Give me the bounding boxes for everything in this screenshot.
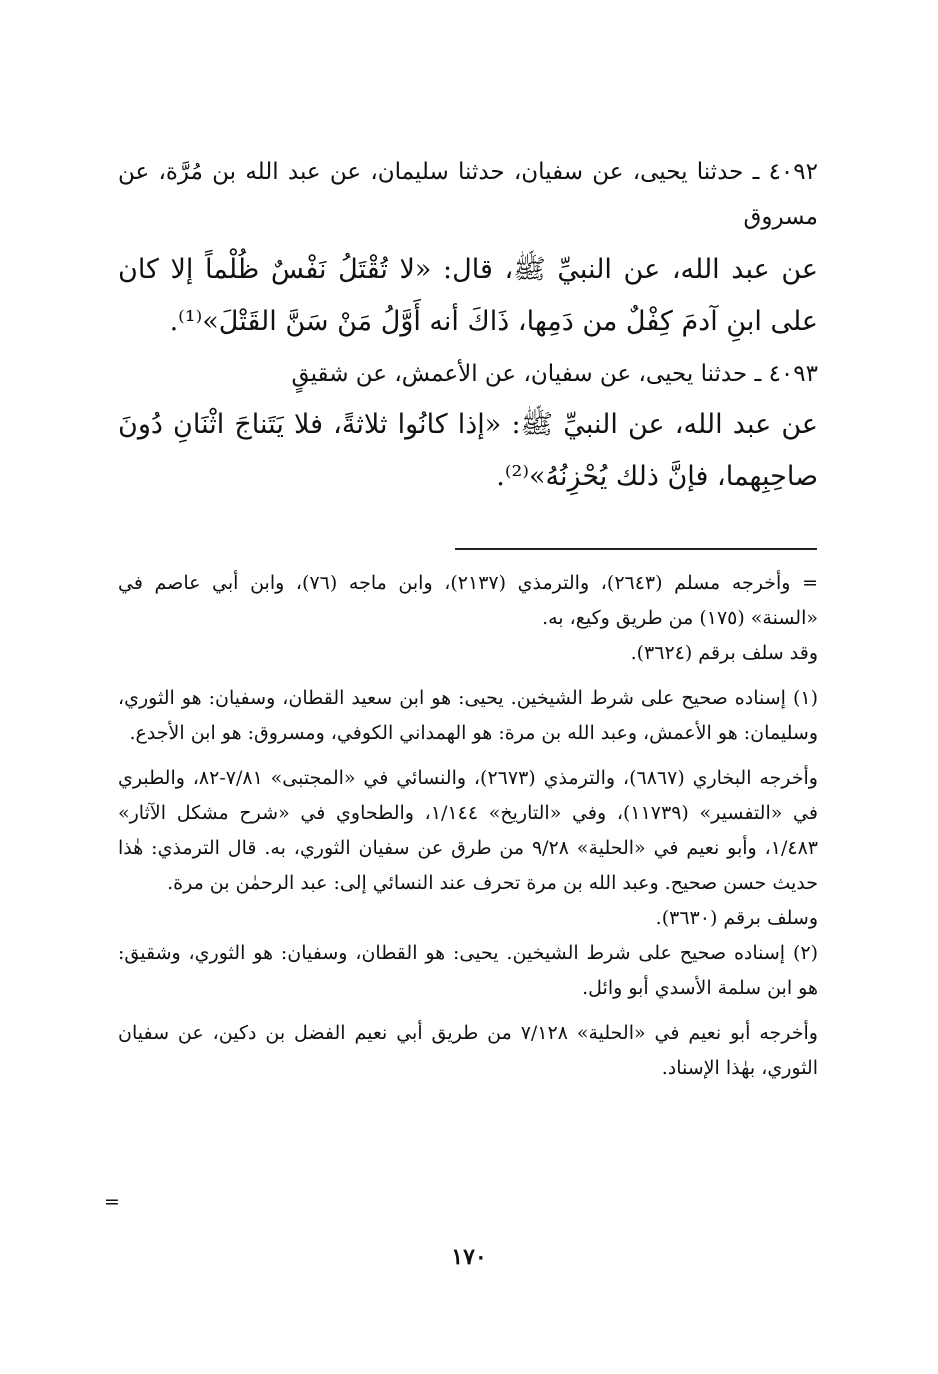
footnote-2-b: وأخرجه أبو نعيم في «الحلية» ٧/١٢٨ من طريق أبي نعيم الفضل بن دكين، عن سفيان الثوري، بهٰذا الإسناد. (118, 1022, 818, 1079)
hadith-4092-isnad: ٤٠٩٢ ـ حدثنا يحيى، عن سفيان، حدثنا سليمان، عن عبد الله بن مُرَّة، عن مسروق (118, 159, 818, 230)
footnote-1-b: وأخرجه البخاري (٦٨٦٧)، والترمذي (٢٦٧٣)، والنسائي في «المجتبى» ٧/٨١-٨٢، والطبري في «التفسير» (١١٧٣٩)، وفي «التاريخ» ١/١٤٤، والطحاوي في «شرح مشكل الآثار» ١/٤٨٣، وأبو نعيم في «الحلية» ٩/٢٨ من طرق عن سفيان الثوري، به. قال الترمذي: هٰذا حديث حسن صحيح. وعبد الله بن مرة تحرف عند النسائي إلى: عبد الرحمٰن بن مرة. (118, 767, 818, 894)
hadith-4092-matn: عن عبد الله، عن النبيِّ ﷺ، قال: «لا تُقْتَلُ نَفْسٌ ظُلْماً إلا كان على ابنِ آدمَ كِفْلٌ من دَمِها، ذَاكَ أنه أَوَّلُ مَنْ سَنَّ القَتْلَ»⁽¹⁾. (118, 254, 818, 337)
footnote-continued-2: وقد سلف برقم (٣٦٢٤). (630, 642, 818, 664)
hadith-4093-isnad: ٤٠٩٣ ـ حدثنا يحيى، عن سفيان، عن الأعمش، عن شقيقٍ (291, 361, 818, 387)
hadith-section (118, 150, 818, 503)
footnotes-section (118, 566, 818, 1086)
footnote-1-c: وسلف برقم (٣٦٣٠). (655, 907, 818, 929)
footnote-separator (455, 548, 817, 550)
footnote-continue-mark: = (104, 1191, 120, 1213)
footnote-continued-1: = وأخرجه مسلم (٢٦٤٣)، والترمذي (٢١٣٧)، وابن ماجه (٧٦)، وابن أبي عاصم في «السنة» (١٧٥) من طريق وكيع، به. (118, 572, 818, 629)
page-number: ١٧٠ (451, 1244, 487, 1270)
footnote-1-a: (١) إسناده صحيح على شرط الشيخين. يحيى: هو ابن سعيد القطان، وسفيان: هو الثوري، وسليمان: هو الأعمش، وعبد الله بن مرة: هو الهمداني الكوفي، ومسروق: هو ابن الأجدع. (118, 687, 818, 744)
hadith-4093-matn: عن عبد الله، عن النبيِّ ﷺ: «إذا كانُوا ثلاثةً، فلا يَتَناجَ اثْنَانِ دُونَ صاحِبِهما، فإنَّ ذلك يُحْزِنُهُ»⁽²⁾. (118, 409, 818, 492)
footnote-2-a: (٢) إسناده صحيح على شرط الشيخين. يحيى: هو القطان، وسفيان: هو الثوري، وشقيق: هو ابن سلمة الأسدي أبو وائل. (118, 942, 818, 999)
